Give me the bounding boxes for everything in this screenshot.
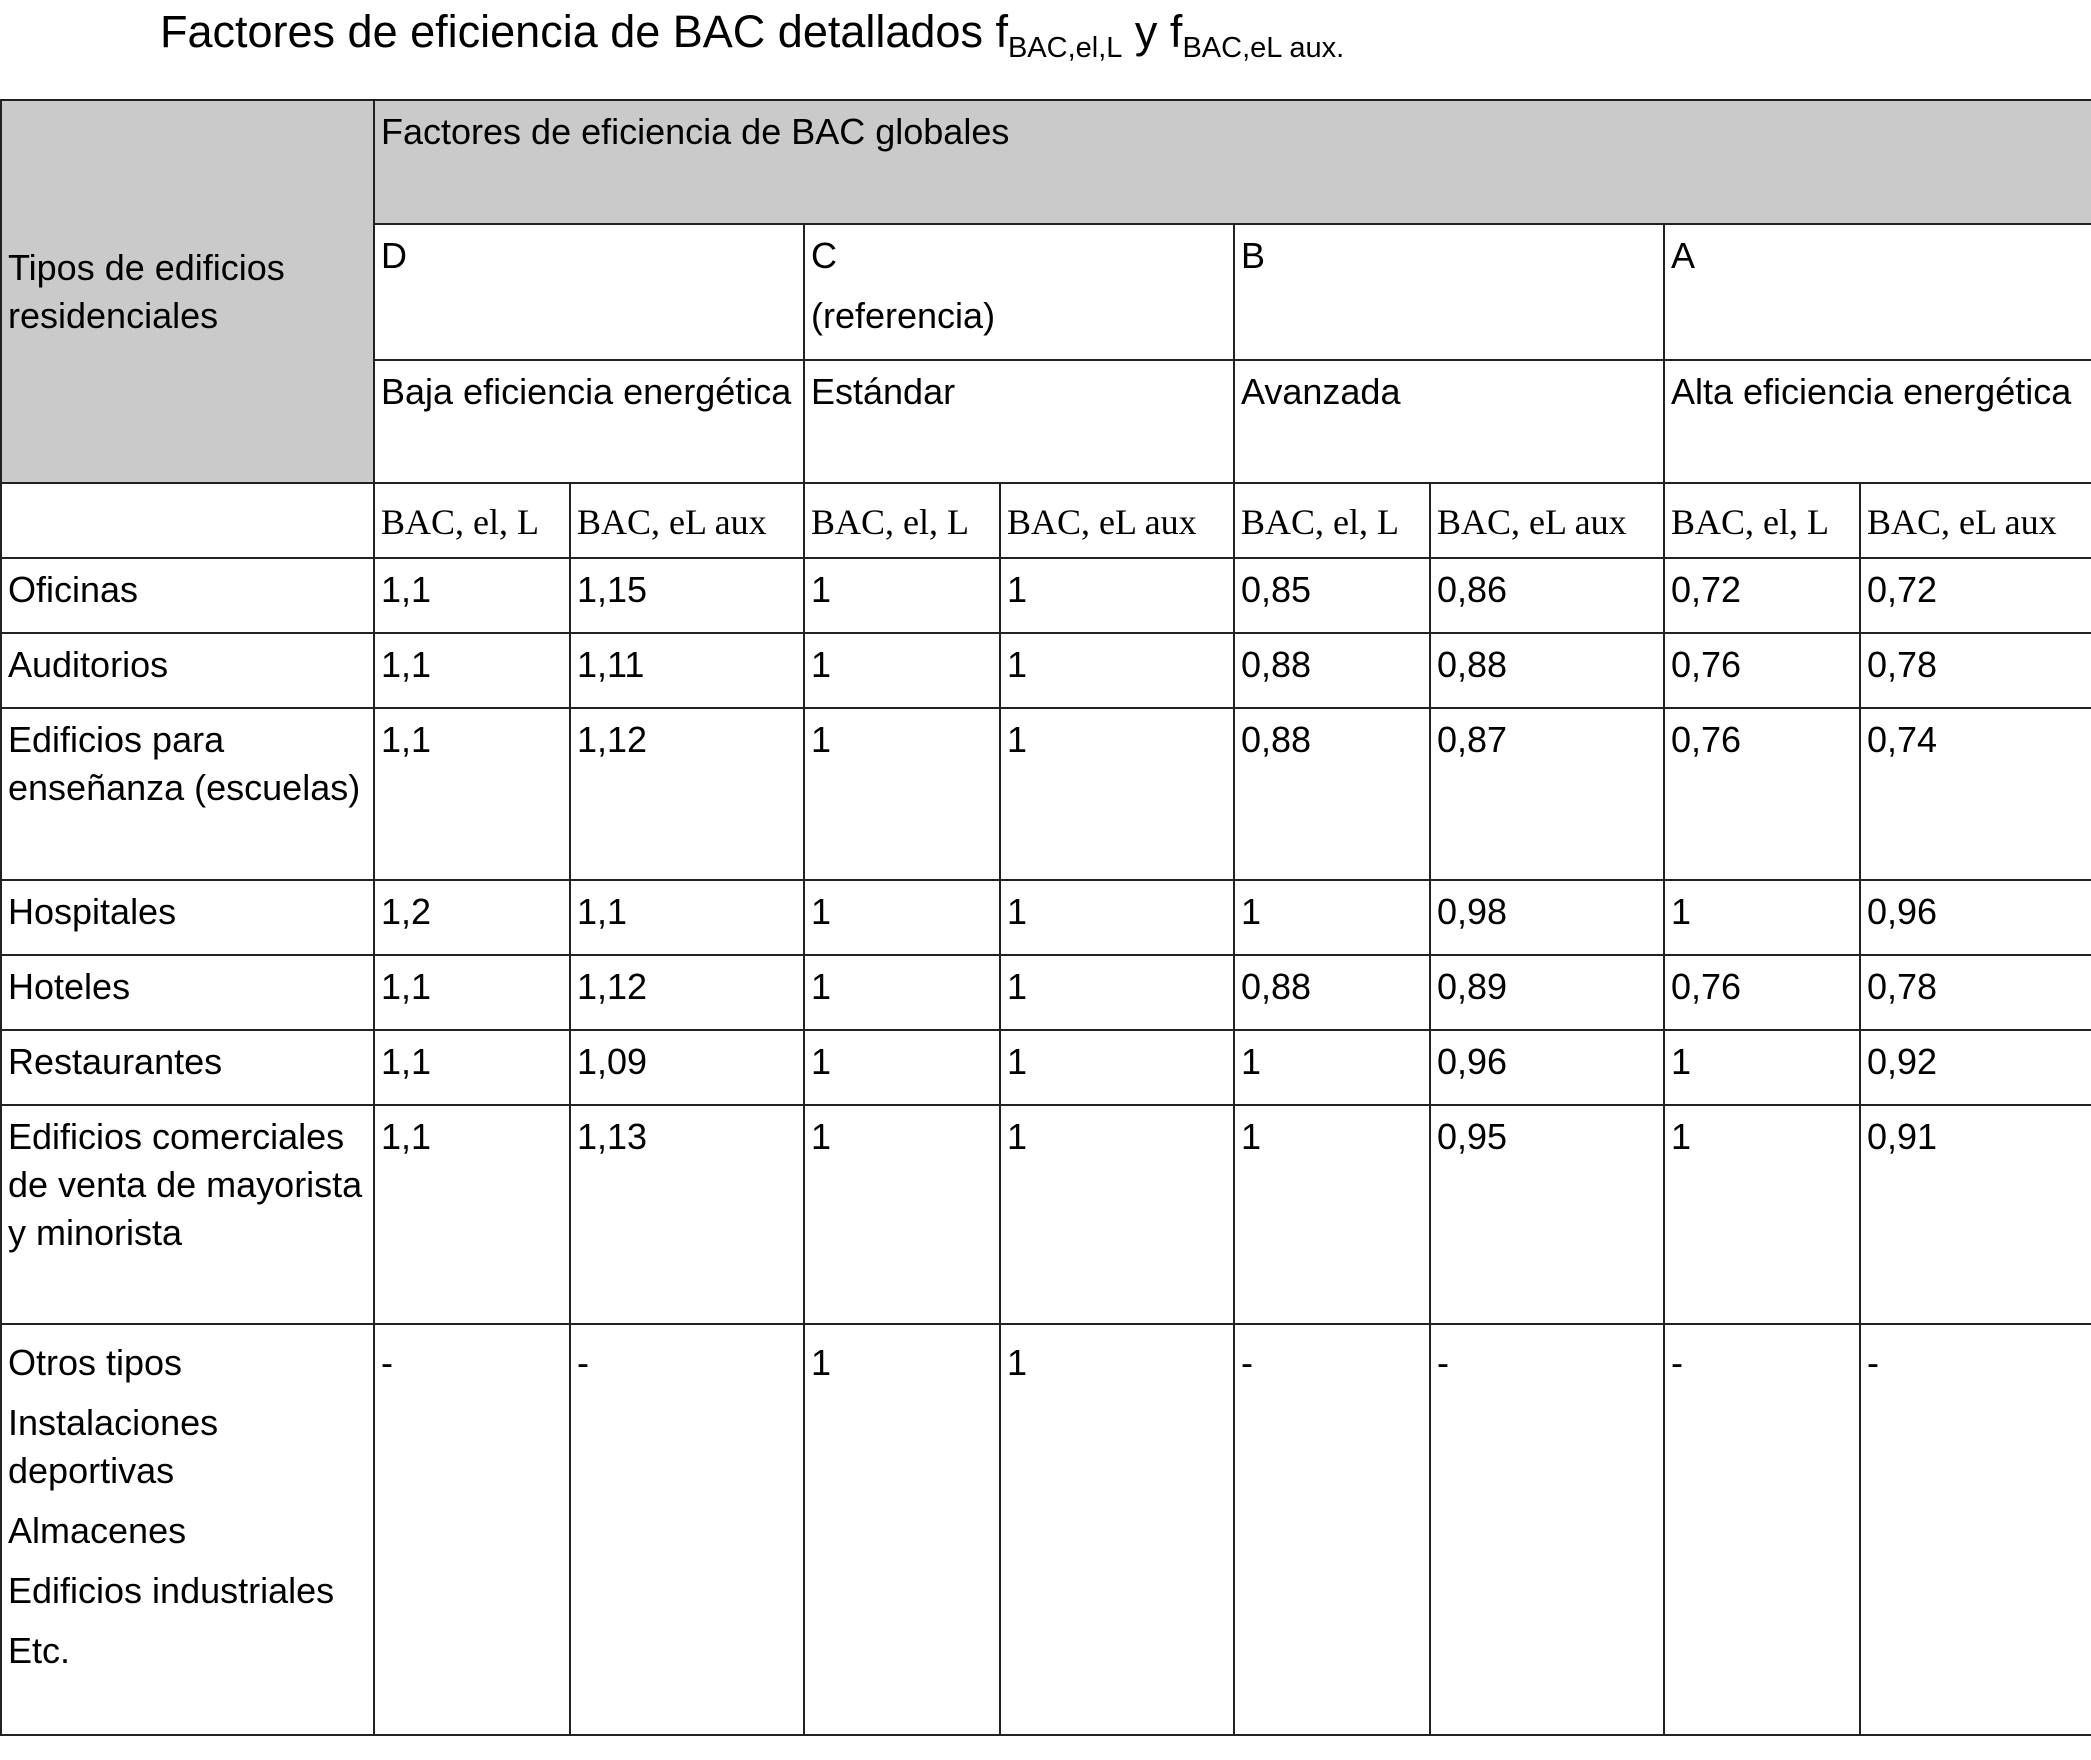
value-cell: 0,85 <box>1234 558 1430 633</box>
class-label-d: Baja eficiencia energética <box>374 360 804 483</box>
class-letter: C <box>811 235 837 276</box>
sub-header-c-el-l: BAC, el, L <box>804 483 1000 558</box>
value-cell: 1 <box>1000 633 1234 708</box>
table-row <box>1 1324 2091 1735</box>
sub-header-c-el-aux: BAC, eL aux <box>1000 483 1234 558</box>
value-cell: 0,95 <box>1430 1105 1664 1324</box>
title-subscript-1: BAC,el,L <box>1007 32 1123 65</box>
class-label-a: Alta eficiencia energética <box>1664 360 2091 483</box>
value-cell: 1,1 <box>374 708 570 880</box>
value-cell: 0,78 <box>1860 633 2091 708</box>
value-cell: 1 <box>1000 558 1234 633</box>
value-cell: 1 <box>804 1105 1000 1324</box>
row-label: Hoteles <box>1 955 374 1030</box>
value-cell: 1 <box>1664 1105 1860 1324</box>
class-header-b <box>1234 224 1664 360</box>
row-label-line: Instalaciones deportivas <box>8 1402 219 1491</box>
row-header-building-types: Tipos de edificios residenciales <box>1 100 374 483</box>
bac-factors-table <box>0 99 2091 1736</box>
value-cell: 0,72 <box>1860 558 2091 633</box>
value-cell: 1 <box>804 880 1000 955</box>
title-connector: y f <box>1122 6 1183 57</box>
value-cell: 0,76 <box>1664 708 1860 880</box>
value-cell: 1 <box>1000 955 1234 1030</box>
value-cell: 0,96 <box>1860 880 2091 955</box>
value-cell: 1,1 <box>374 633 570 708</box>
value-cell: 0,96 <box>1430 1030 1664 1105</box>
class-letter: A <box>1671 235 1696 276</box>
value-cell: 0,88 <box>1430 633 1664 708</box>
value-cell: 0,74 <box>1860 708 2091 880</box>
row-label-line: Etc. <box>8 1630 71 1671</box>
value-cell: 1,12 <box>570 708 804 880</box>
sub-header-b-el-l: BAC, el, L <box>1234 483 1430 558</box>
value-cell: 1 <box>1000 1324 1234 1735</box>
value-cell: 0,78 <box>1860 955 2091 1030</box>
row-label-line: Edificios industriales <box>8 1570 335 1611</box>
class-header-a <box>1664 224 2091 360</box>
value-cell: 1,1 <box>374 1030 570 1105</box>
row-label: Oficinas <box>1 558 374 633</box>
value-cell: 1,1 <box>374 1105 570 1324</box>
value-cell: 0,91 <box>1860 1105 2091 1324</box>
table-row <box>1 1105 2091 1324</box>
value-cell: 1 <box>804 1324 1000 1735</box>
value-cell: 0,87 <box>1430 708 1664 880</box>
value-cell: 1,2 <box>374 880 570 955</box>
table-row <box>1 880 2091 955</box>
value-cell: 1 <box>1234 1030 1430 1105</box>
value-cell: 0,72 <box>1664 558 1860 633</box>
row-label-line: Otros tipos <box>8 1342 183 1383</box>
value-cell: - <box>1664 1324 1860 1735</box>
class-letter: D <box>381 235 407 276</box>
class-label-b: Avanzada <box>1234 360 1664 483</box>
value-cell: - <box>1860 1324 2091 1735</box>
value-cell: 1 <box>804 708 1000 880</box>
sub-header-a-el-l: BAC, el, L <box>1664 483 1860 558</box>
class-letter: B <box>1241 235 1266 276</box>
class-label-c: Estándar <box>804 360 1234 483</box>
sub-header-d-el-l: BAC, el, L <box>374 483 570 558</box>
value-cell: 1 <box>1664 880 1860 955</box>
value-cell: 1,12 <box>570 955 804 1030</box>
class-header-c <box>804 224 1234 360</box>
value-cell: 1 <box>1234 880 1430 955</box>
value-cell: 1,09 <box>570 1030 804 1105</box>
row-label-other-types <box>1 1324 374 1735</box>
title-subscript-2: BAC,eL aux. <box>1182 32 1345 65</box>
empty-cell <box>1 483 374 558</box>
row-label: Restaurantes <box>1 1030 374 1105</box>
value-cell: 0,76 <box>1664 955 1860 1030</box>
row-label: Edificios comerciales de venta de mayorista y minorista <box>1 1105 374 1324</box>
table-row <box>1 708 2091 880</box>
value-cell: 1 <box>1000 1030 1234 1105</box>
value-cell: 1,15 <box>570 558 804 633</box>
value-cell: 0,92 <box>1860 1030 2091 1105</box>
value-cell: 0,76 <box>1664 633 1860 708</box>
value-cell: - <box>374 1324 570 1735</box>
value-cell: 1 <box>804 955 1000 1030</box>
value-cell: 1 <box>804 558 1000 633</box>
page-title <box>160 2 1344 78</box>
value-cell: 0,88 <box>1234 633 1430 708</box>
value-cell: 1 <box>1664 1030 1860 1105</box>
row-label: Auditorios <box>1 633 374 708</box>
value-cell: 0,86 <box>1430 558 1664 633</box>
row-label: Hospitales <box>1 880 374 955</box>
value-cell: 1 <box>1000 1105 1234 1324</box>
sub-header-b-el-aux: BAC, eL aux <box>1430 483 1664 558</box>
value-cell: 1 <box>1000 880 1234 955</box>
value-cell: 1 <box>804 1030 1000 1105</box>
row-label: Edificios para enseñanza (escuelas) <box>1 708 374 880</box>
sub-header-d-el-aux: BAC, eL aux <box>570 483 804 558</box>
sub-header-a-el-aux: BAC, eL aux <box>1860 483 2091 558</box>
group-header-global-factors: Factores de eficiencia de BAC globales <box>374 100 2091 224</box>
value-cell: 1,1 <box>570 880 804 955</box>
value-cell: 1 <box>1000 708 1234 880</box>
value-cell: 0,88 <box>1234 708 1430 880</box>
value-cell: 1 <box>1234 1105 1430 1324</box>
value-cell: 1 <box>804 633 1000 708</box>
value-cell: 1,1 <box>374 955 570 1030</box>
table-row <box>1 633 2091 708</box>
class-note: (referencia) <box>811 295 996 336</box>
title-main: Factores de eficiencia de BAC detallados f <box>160 6 1008 57</box>
table-row <box>1 955 2091 1030</box>
value-cell: 0,88 <box>1234 955 1430 1030</box>
value-cell: 0,98 <box>1430 880 1664 955</box>
row-label-line: Almacenes <box>8 1510 187 1551</box>
class-header-d <box>374 224 804 360</box>
value-cell: 1,11 <box>570 633 804 708</box>
value-cell: 1,13 <box>570 1105 804 1324</box>
value-cell: - <box>570 1324 804 1735</box>
value-cell: 1,1 <box>374 558 570 633</box>
value-cell: 0,89 <box>1430 955 1664 1030</box>
value-cell: - <box>1430 1324 1664 1735</box>
table-row <box>1 1030 2091 1105</box>
table-row <box>1 558 2091 633</box>
value-cell: - <box>1234 1324 1430 1735</box>
